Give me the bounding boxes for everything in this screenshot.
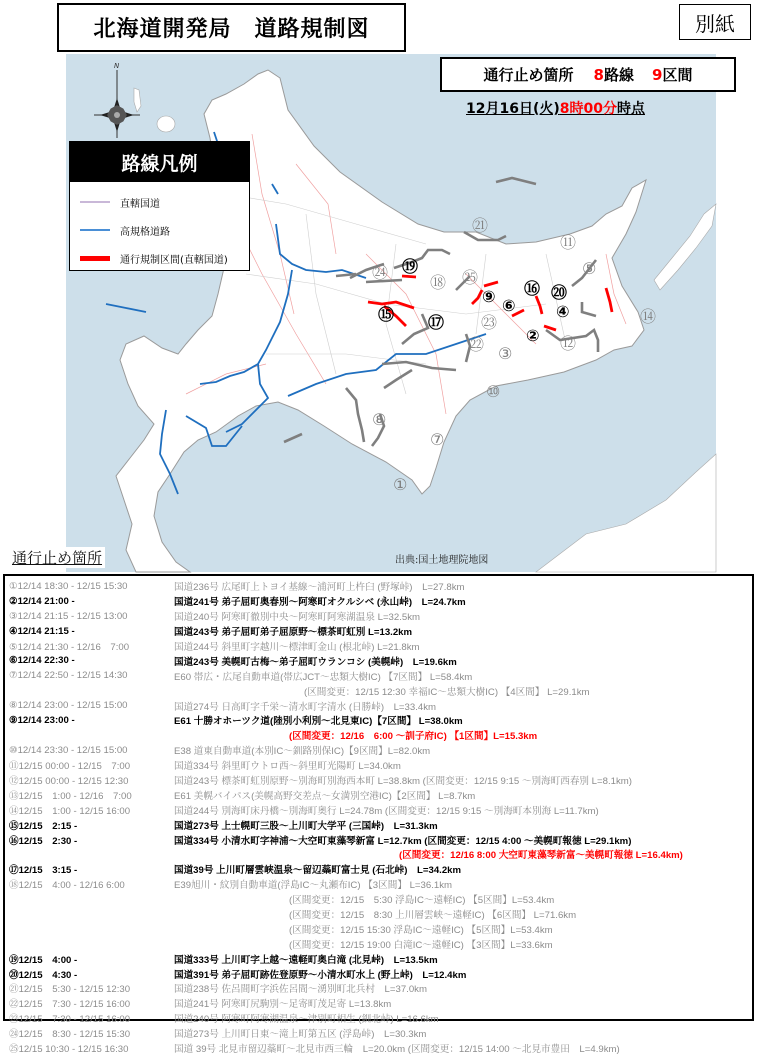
closure-row [9,624,748,639]
closure-description: 国道240号 阿寒町徹別中央～阿寒町阿寒湖温泉 L=32.5km [174,612,421,624]
closure-description: 国道243号 美幌町古梅～弟子屈町ウランコシ (美幌峠) L=19.6km [174,656,457,668]
closure-row [9,907,748,922]
closure-time: ④12/14 21:15 - [9,625,75,637]
closure-time: ⑲12/15 4:00 - [9,954,78,966]
marker-18[interactable]: ⑱ [430,273,447,292]
legend-label: 通行規制区間(直轄国道) [120,254,228,266]
closures-section-label: 通行止め箇所 [9,547,105,568]
legend-label: 高規格道路 [120,226,170,238]
closure-row [9,639,748,654]
closure-row [9,1041,748,1056]
closure-description: 国道39号 上川町層雲峡温泉～留辺蘂町富士見 (石北峠) L=34.2km [174,865,462,877]
closure-description: 国道241号 弟子屈町奥春別～阿寒町オクルシベ (永山峠) L=24.7km [174,597,466,609]
closure-time: ⑫12/15 00:00 - 12/15 12:30 [9,776,129,788]
marker-15[interactable]: ⑮ [378,305,395,324]
closure-time: ⑰12/15 3:15 - [9,865,78,877]
closure-row [9,966,748,981]
page-title: 北海道開発局 道路規制図 [57,3,406,52]
closure-row [9,877,748,892]
closure-description: 国道244号 斜里町字越川～標津町金山 (根北峠) L=21.8km [174,642,420,653]
closure-row [9,579,748,594]
line-swatch-icon [80,256,110,261]
marker-11[interactable]: ⑪ [560,233,577,252]
closure-description: (区間変更：12/15 12:30 幸福IC～忠類大樹IC) 【4区間】 L=29.1km [304,686,590,698]
marker-7[interactable]: ⑦ [430,430,445,449]
closure-description: 国道240号 阿寒町阿寒湖温泉～津別町相生 (釧北峠) L=16.6km [174,1014,439,1026]
closure-description: (区間変更：12/15 15:30 浮島IC～遠軽IC) 【5区間】L=53.4km [289,924,553,936]
closure-time: ⑪12/15 00:00 - 12/15 7:00 [9,761,131,773]
closure-description: E61 十勝オホーツク道(陸別小利別～北見東IC)【7区間】 L=38.0km [174,716,463,728]
closure-description: 国道236号 広尾町上トヨイ基線～浦河町上杵臼 (野塚峠) L=27.8km [174,582,465,594]
marker-17[interactable]: ⑰ [428,313,445,332]
closure-time: ⑯12/15 2:30 - [9,835,78,847]
line-swatch-icon [80,201,110,203]
marker-10[interactable]: ⑩ [486,382,501,401]
closure-description: (区間変更：12/16 6:00 ～訓子府IC) 【1区間】L=15.3km [289,731,538,743]
closure-description: 国道241号 阿寒町尻駒別～足寄町茂足寄 L=13.8km [174,999,392,1011]
closure-time: ㉑12/15 5:30 - 12/15 12:30 [9,984,131,996]
closure-row [9,936,748,951]
closure-row [9,817,748,832]
line-swatch-icon [80,229,110,231]
closure-time: ⑬12/15 1:00 - 12/16 7:00 [9,790,132,802]
closure-description: 国道244号 別海町床丹橋～別海町奥行 L=24.78m (区間変更：12/15 9:15 ～別海町本別海 L=11.7km) [174,805,599,817]
marker-6[interactable]: ⑥ [502,296,516,315]
closure-count-box [440,57,736,92]
map-source-credit: 出典:国土地理院地図 [395,555,489,566]
marker-9[interactable]: ⑨ [482,287,496,306]
closure-description: 国道334号 小清水町字神浦～大空町東藻琴新富 L=12.7km (区間変更：12/15 4:00 ～美幌町報徳 L=29.1km) [174,835,632,847]
marker-23[interactable]: ㉓ [481,313,498,332]
closure-description: 国道273号 上士幌町三股～上川町大学平 (三国峠) L=31.3km [174,820,438,832]
closure-description: E60 帯広・広尾自動車道(帯広JCT～忠類大樹IC) 【7区間】 L=58.4km [174,671,473,683]
marker-22[interactable]: ㉒ [468,335,485,354]
closure-row [9,743,748,758]
closure-description: 国道333号 上川町字上越～遠軽町奥白滝 (北見峠) L=13.5km [174,954,438,966]
closure-row [9,802,748,817]
closure-row [9,728,748,743]
closure-row [9,683,748,698]
sections-unit: 区間 [662,66,693,84]
closure-time: ⑭12/15 1:00 - 12/15 16:00 [9,805,131,817]
closure-description: 国道243号 標茶町虹別原野～別海町別海西本町 L=38.8km (区間変更：12/15 9:15 ～別海町西春別 L=8.1km) [174,776,632,788]
closure-row [9,1011,748,1026]
marker-1[interactable]: ① [393,475,408,494]
closure-description: E39旭川・紋別自動車道(浮島IC～丸瀬布IC) 【3区間】 L=36.1km [174,880,452,892]
compass-rose-icon [92,60,142,144]
asof-date: 12月16日(火) [466,101,560,117]
marker-2[interactable]: ② [526,326,540,345]
closure-time: ⑳12/15 4:30 - [9,969,78,981]
closure-time: ㉔12/15 8:30 - 12/15 15:30 [9,1029,131,1041]
attachment-label: 別紙 [679,4,751,40]
closure-description: (区間変更：12/15 8:30 上川層雲峡～遠軽IC) 【6区間】 L=71.6km [289,910,577,922]
closure-time: ㉕12/15 10:30 - 12/15 16:30 [9,1044,129,1056]
closure-row [9,698,748,713]
asof-time: 8時00分 [559,101,617,117]
closure-row [9,1026,748,1041]
closure-row [9,847,748,862]
marker-14[interactable]: ⑭ [640,307,657,326]
closure-description: 国道334号 斜里町ウトロ西～斜里町光陽町 L=34.0km [174,761,401,773]
marker-8[interactable]: ⑧ [372,410,387,429]
closure-time: ⑦12/14 22:50 - 12/15 14:30 [9,670,128,682]
closure-description: E61 美幌バイパス(美幌高野交差点～女満別空港IC)【2区間】 L=8.7km [174,790,476,802]
closure-row [9,996,748,1011]
closure-description: 国道273号 上川町日東～滝上町第五区 (浮島峠) L=30.3km [174,1029,427,1041]
marker-12[interactable]: ⑫ [560,334,577,353]
closure-time: ③12/14 21:15 - 12/15 13:00 [9,610,128,622]
legend-item-restricted [70,244,249,272]
closure-time: ㉓12/15 7:30 - 12/15 16:00 [9,1014,131,1026]
closure-time: ⑮12/15 2:15 - [9,820,78,832]
closure-time: ⑧12/14 23:00 - 12/15 15:00 [9,700,128,712]
closure-row [9,921,748,936]
closure-description: (区間変更：12/16 8:00 大空町東藻琴新富～美幌町報徳 L=16.4km) [399,850,683,862]
closure-row [9,951,748,966]
marker-4[interactable]: ④ [556,302,570,321]
closure-description: 国道 39号 北見市留辺蘂町～北見市西三輪 L=20.0km (区間変更：12/15 14:00 ～北見市豊田 L=4.9km) [174,1044,620,1056]
closure-time: ⑤12/14 21:30 - 12/16 7:00 [9,642,130,653]
closure-count-label: 通行止め箇所 [483,66,574,84]
closure-description: 国道238号 佐呂間町字浜佐呂間～湧別町北兵村 L=37.0km [174,984,427,996]
closure-row [9,862,748,877]
closure-time: ②12/14 21:00 - [9,595,75,607]
closure-description: (区間変更：12/15 5:30 浮島IC～遠軽IC) 【5区間】L=53.4km [289,895,555,907]
marker-3[interactable]: ③ [498,344,513,363]
map-markers [66,54,716,572]
svg-text:N: N [114,62,120,70]
routes-unit: 路線 [603,66,634,84]
closures-list [3,574,754,1056]
closure-row [9,832,748,847]
closure-row [9,981,748,996]
closure-row [9,758,748,773]
closure-description: E38 道東自動車道(本別IC～釧路別保IC)【9区間】L=82.0km [174,746,431,758]
closure-row [9,713,748,728]
legend-title: 路線凡例 [70,142,249,182]
legend-label: 直轄国道 [120,198,160,210]
route-legend [69,141,250,271]
closure-time: ㉒12/15 7:30 - 12/15 16:00 [9,999,131,1011]
closure-row [9,668,748,683]
closure-row [9,609,748,624]
marker-5[interactable]: ⑤ [582,259,597,278]
routes-count: 8 [593,66,604,84]
marker-20[interactable]: ⑳ [551,283,568,302]
closure-description: (区間変更：12/15 19:00 白滝IC～遠軽IC) 【3区間】L=33.6km [289,939,553,951]
marker-21[interactable]: ㉑ [472,216,489,235]
closure-time: ①12/14 18:30 - 12/15 15:30 [9,580,128,592]
closure-row [9,787,748,802]
closure-time: ⑩12/14 23:30 - 12/15 15:00 [9,744,128,756]
closure-time: ⑥12/14 22:30 - [9,655,75,667]
legend-item-national-road [70,188,249,216]
marker-25[interactable]: ㉕ [462,268,479,287]
asof-suffix: 時点 [617,101,645,117]
marker-19[interactable]: ⑲ [402,257,419,276]
map-area[interactable] [66,54,716,572]
marker-16[interactable]: ⑯ [524,279,541,298]
closure-row [9,892,748,907]
closure-row [9,594,748,609]
closure-description: 国道243号 弟子屈町弟子屈原野～標茶町虹別 L=13.2km [174,627,413,639]
closure-row [9,653,748,668]
closure-time: ⑱12/15 4:00 - 12/16 6:00 [9,880,125,892]
closure-description: 国道391号 弟子屈町跡佐登原野～小清水町水上 (野上峠) L=12.4km [174,969,467,981]
as-of-timestamp [466,98,645,118]
sections-count: 9 [652,66,663,84]
closure-row [9,773,748,788]
marker-24[interactable]: ㉔ [372,263,389,282]
closure-description: 国道274号 日高町字千栄～清水町字清水 (日勝峠) L=33.4km [174,701,437,713]
closure-time: ⑨12/14 23:00 - [9,714,75,726]
legend-item-expressway [70,216,249,244]
